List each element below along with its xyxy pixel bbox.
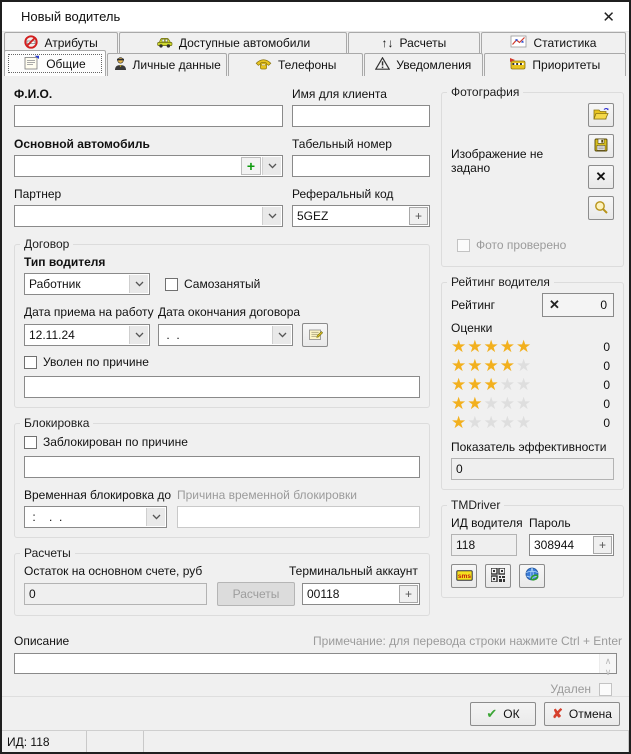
car-icon xyxy=(156,36,173,51)
star-count: 0 xyxy=(603,358,610,373)
dropdown-button[interactable] xyxy=(262,157,281,175)
status-panel-3 xyxy=(144,731,629,752)
calculations-group xyxy=(14,546,430,616)
fio-input[interactable] xyxy=(14,105,283,127)
driver-rating-group xyxy=(441,275,624,490)
hire-date-label: Дата приема на работу xyxy=(24,305,154,319)
driver-id-input xyxy=(451,534,517,556)
star-icon: ★ xyxy=(483,375,500,394)
deleted-row xyxy=(14,682,612,696)
plus-icon: + xyxy=(598,538,606,552)
referral-code-label: Реферальный код xyxy=(292,187,394,201)
dropdown-button[interactable] xyxy=(146,508,165,526)
dialog-footer xyxy=(2,696,629,730)
ok-button-label: ОК xyxy=(503,706,520,721)
star-icon: ★ xyxy=(516,337,533,356)
client-name-input[interactable] xyxy=(292,105,430,127)
title-bar xyxy=(2,2,629,32)
hire-date-value: 12.11.24 xyxy=(29,328,75,342)
photo-verified-label: Фото проверено xyxy=(476,238,567,252)
rating-value: 0 xyxy=(600,298,607,312)
scroll-up-icon[interactable]: ∧ xyxy=(604,656,612,666)
tab-label: Приоритеты xyxy=(532,58,601,72)
registration-link-button[interactable] xyxy=(519,564,545,588)
star-icon: ★ xyxy=(467,413,484,432)
blocked-label: Заблокирован по причине xyxy=(43,435,188,449)
star-icon: ★ xyxy=(516,413,533,432)
contract-group xyxy=(14,237,430,408)
star-icon: ★ xyxy=(483,413,500,432)
tab-label: Доступные автомобили xyxy=(178,36,311,50)
star-count: 0 xyxy=(603,339,610,354)
cancel-button-label: Отмена xyxy=(568,706,612,721)
partner-label: Партнер xyxy=(14,187,62,201)
referral-code-generate-button[interactable] xyxy=(409,207,428,225)
fired-reason-input[interactable] xyxy=(24,376,420,398)
dropdown-button[interactable] xyxy=(272,326,291,344)
dropdown-button[interactable] xyxy=(129,275,148,293)
star-row-4 xyxy=(451,356,614,375)
personnel-number-label: Табельный номер xyxy=(292,137,392,151)
tab-label: Телефоны xyxy=(278,58,337,72)
star-row-3 xyxy=(451,375,614,394)
partner-combobox[interactable] xyxy=(14,205,283,227)
star-icon: ★ xyxy=(516,394,533,413)
window-title: Новый водитель xyxy=(21,9,121,24)
star-icon: ★ xyxy=(467,375,484,394)
star-icon: ★ xyxy=(516,375,533,394)
globe-link-icon xyxy=(525,567,540,585)
taxi-icon xyxy=(509,57,526,73)
close-icon[interactable]: ✕ xyxy=(602,8,615,26)
calculations-group-title: Расчеты xyxy=(24,546,71,560)
star-icon: ★ xyxy=(451,413,468,432)
star-icon: ★ xyxy=(451,394,468,413)
tab-personal-data[interactable] xyxy=(107,53,228,76)
tab-statistics[interactable] xyxy=(481,32,626,53)
tmdriver-group xyxy=(441,498,624,598)
contract-group-title: Договор xyxy=(24,237,70,251)
star-icon: ★ xyxy=(467,394,484,413)
rating-clear-icon[interactable]: ✕ xyxy=(549,297,560,312)
self-employed-checkbox-row xyxy=(165,277,260,291)
tab-label: Расчеты xyxy=(399,36,447,50)
description-note: Примечание: для перевода строки нажмите Ctrl + Enter xyxy=(313,634,622,648)
scroll-down-icon[interactable]: ∨ xyxy=(604,667,612,677)
driver-type-label: Тип водителя xyxy=(24,255,106,269)
tab-label: Уведомления xyxy=(396,58,472,72)
tab-calculations[interactable] xyxy=(348,32,480,53)
description-textarea[interactable] xyxy=(14,653,617,677)
status-panel-id xyxy=(2,731,87,752)
main-car-combobox[interactable] xyxy=(14,155,283,177)
phone-icon xyxy=(255,57,272,73)
star-icon: ★ xyxy=(467,337,484,356)
blocked-reason-input[interactable] xyxy=(24,456,420,478)
plus-icon: + xyxy=(404,587,412,601)
terminal-account-label: Терминальный аккаунт xyxy=(289,564,418,578)
stars-5 xyxy=(451,338,592,355)
dropdown-button[interactable] xyxy=(129,326,148,344)
photo-open-button[interactable] xyxy=(588,103,614,127)
textarea-scrollbar[interactable] xyxy=(599,654,616,677)
magnifier-icon xyxy=(594,200,608,217)
no-smoking-icon xyxy=(24,35,38,52)
photo-save-button[interactable] xyxy=(588,134,614,158)
driver-id-label: ИД водителя xyxy=(451,516,523,530)
star-icon: ★ xyxy=(499,356,516,375)
main-car-label: Основной автомобиль xyxy=(14,137,150,151)
fired-checkbox-row xyxy=(24,355,420,369)
rating-label: Рейтинг xyxy=(451,298,496,312)
star-icon: ★ xyxy=(499,413,516,432)
check-icon: ✔ xyxy=(486,705,498,721)
star-icon: ★ xyxy=(483,356,500,375)
balance-label: Остаток на основном счете, руб xyxy=(24,564,203,578)
tab-priorities[interactable] xyxy=(484,53,626,76)
line-chart-icon xyxy=(510,35,527,51)
photo-verified-row xyxy=(457,238,614,252)
status-bar xyxy=(2,730,629,752)
end-date-picker[interactable] xyxy=(158,324,293,346)
blocked-checkbox[interactable] xyxy=(24,436,37,449)
tab-notifications[interactable] xyxy=(364,53,483,76)
star-icon: ★ xyxy=(483,337,500,356)
stars-4 xyxy=(451,357,592,374)
photo-preview-button[interactable] xyxy=(588,196,614,220)
tab-label: Личные данные xyxy=(132,58,221,72)
self-employed-label: Самозанятый xyxy=(184,277,261,291)
qr-code-icon xyxy=(491,568,505,585)
star-icon: ★ xyxy=(499,337,516,356)
deleted-checkbox[interactable] xyxy=(599,683,612,696)
balance-input xyxy=(24,583,207,605)
send-sms-button[interactable] xyxy=(451,564,477,588)
stars-2 xyxy=(451,395,592,412)
stars-3 xyxy=(451,376,592,393)
tab-strip-primary xyxy=(2,53,629,76)
notepad-pencil-icon xyxy=(308,327,323,344)
driver-id-status: ИД: 118 xyxy=(7,734,50,749)
up-down-arrows-icon: ↑↓ xyxy=(381,36,394,50)
rating-field xyxy=(542,293,614,317)
end-date-label: Дата окончания договора xyxy=(158,305,301,319)
driver-type-value: Работник xyxy=(29,277,81,291)
temp-block-value: : . . xyxy=(29,510,63,524)
temp-block-reason-input[interactable] xyxy=(177,506,420,528)
self-employed-checkbox[interactable] xyxy=(165,278,178,291)
star-icon: ★ xyxy=(451,356,468,375)
blocking-group xyxy=(14,416,430,538)
stars-1 xyxy=(451,414,592,431)
tab-phones[interactable] xyxy=(228,53,362,76)
star-count: 0 xyxy=(603,415,610,430)
plus-icon: + xyxy=(414,209,422,223)
end-date-value: . . xyxy=(163,328,180,342)
temp-block-reason-label: Причина временной блокировки xyxy=(177,488,357,502)
calculations-button-label: Расчеты xyxy=(232,587,280,601)
delete-x-icon: ✕ xyxy=(595,169,607,184)
client-name-label: Имя для клиента xyxy=(292,87,387,101)
photo-verified-checkbox[interactable] xyxy=(457,239,470,252)
efficiency-label: Показатель эффективности xyxy=(451,440,607,454)
personnel-number-input[interactable] xyxy=(292,155,430,177)
terminal-account-generate-button[interactable] xyxy=(399,585,418,603)
save-floppy-icon xyxy=(594,138,608,155)
temp-block-datetime-picker[interactable] xyxy=(24,506,167,528)
star-row-1 xyxy=(451,413,614,432)
person-icon xyxy=(114,56,127,74)
fio-label: Ф.И.О. xyxy=(14,87,53,101)
star-icon: ★ xyxy=(451,375,468,394)
qr-code-button[interactable] xyxy=(485,564,511,588)
star-row-2 xyxy=(451,394,614,413)
contract-history-button[interactable] xyxy=(302,323,328,347)
marks-label: Оценки xyxy=(451,321,493,335)
star-icon: ★ xyxy=(499,375,516,394)
add-car-button[interactable] xyxy=(241,157,261,175)
tab-label: Статистика xyxy=(533,36,597,50)
efficiency-input xyxy=(451,458,614,480)
warning-icon xyxy=(375,57,390,73)
tmdriver-group-title: TMDriver xyxy=(451,498,501,512)
password-generate-button[interactable] xyxy=(593,536,612,554)
sms-icon xyxy=(456,569,473,584)
star-row-5 xyxy=(451,337,614,356)
ok-button[interactable] xyxy=(470,702,536,726)
blocked-checkbox-row xyxy=(24,435,420,449)
star-icon: ★ xyxy=(451,337,468,356)
driver-rating-group-title: Рейтинг водителя xyxy=(451,275,550,289)
temp-block-label: Временная блокировка до xyxy=(24,488,172,502)
star-count: 0 xyxy=(603,396,610,411)
driver-type-combobox[interactable] xyxy=(24,273,150,295)
photo-group-title: Фотография xyxy=(451,85,520,99)
star-icon: ★ xyxy=(499,394,516,413)
tab-label: Общие xyxy=(46,56,86,71)
no-image-text: Изображение не задано xyxy=(451,146,544,175)
tab-label: Атрибуты xyxy=(44,36,98,50)
photo-group xyxy=(441,85,624,267)
tab-available-cars[interactable] xyxy=(119,32,347,53)
notes-icon xyxy=(24,55,40,73)
green-plus-icon: + xyxy=(246,158,256,174)
description-label: Описание xyxy=(14,634,70,648)
cancel-button[interactable] xyxy=(544,702,620,726)
star-icon: ★ xyxy=(516,356,533,375)
general-tab-page xyxy=(2,76,629,696)
fired-label: Уволен по причине xyxy=(43,355,149,369)
hire-date-picker[interactable] xyxy=(24,324,150,346)
open-folder-icon xyxy=(593,107,609,123)
status-panel-2 xyxy=(87,731,144,752)
photo-delete-button[interactable] xyxy=(588,165,614,189)
dropdown-button[interactable] xyxy=(262,207,281,225)
fired-checkbox[interactable] xyxy=(24,356,37,369)
deleted-label: Удален xyxy=(550,682,591,696)
password-label: Пароль xyxy=(529,516,571,530)
svg-text:sms: sms xyxy=(457,572,471,580)
star-count: 0 xyxy=(603,377,610,392)
tab-general[interactable] xyxy=(4,50,106,76)
blocking-group-title: Блокировка xyxy=(24,416,90,430)
calculations-button[interactable] xyxy=(217,582,295,606)
star-icon: ★ xyxy=(483,394,500,413)
star-icon: ★ xyxy=(467,356,484,375)
red-x-icon: ✘ xyxy=(552,705,563,721)
